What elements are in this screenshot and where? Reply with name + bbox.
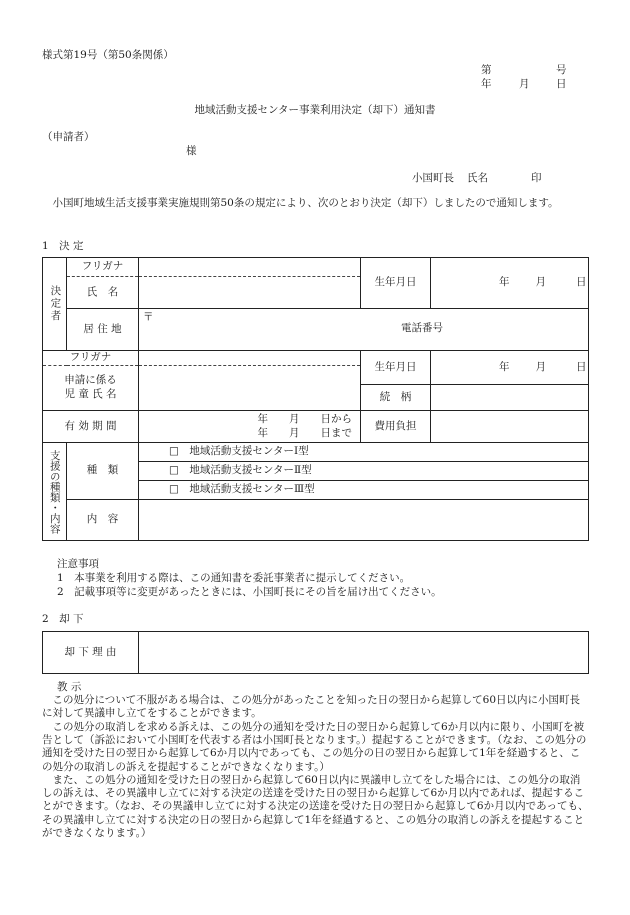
furigana-label: フリガナ: [67, 258, 139, 277]
child-name-label: [43, 366, 139, 411]
kind-option-1[interactable]: □ 地域活動支援センターⅠ型: [139, 443, 589, 462]
notes-heading: 注意事項: [57, 558, 99, 570]
birth-value[interactable]: [431, 258, 589, 309]
child-furigana-value[interactable]: [139, 351, 361, 366]
doc-date-day: 日: [556, 78, 567, 90]
issuer-seal: 印: [531, 172, 542, 184]
kyouji-paragraph-1: この処分について不服がある場合は、この処分があったことを知った日の翌日から起算して60日以内に小国町長に対して異議申し立てをすることができます。: [42, 694, 581, 720]
kyouji-paragraph-2: この処分の取消しを求める訴えは、この処分の通知を受けた日の翌日から起算して6か月以内に限り、小国町を被告として（訴訟において小国町を代表する者は小国町長となります。）提起することができます。（なお、この処分の通知を受けた日の翌日から起算して6か月以内であっても、この処分の日の翌日から起算して1年を経過すると、この処分の取消しの訴えを提起することができなくなります。）: [42, 721, 587, 773]
kyouji-heading: 教 示: [57, 681, 82, 693]
child-name-line1: 申請に係る: [64, 374, 117, 387]
child-name-value[interactable]: [139, 366, 361, 411]
cost-value[interactable]: [431, 411, 589, 443]
kind-option-3[interactable]: □ 地域活動支援センターⅢ型: [139, 481, 589, 500]
birth-year: 年: [499, 276, 510, 289]
birth-label: 生年月日: [361, 258, 431, 309]
issuer-title: 小国町長: [412, 172, 454, 184]
applicant-sama: 様: [186, 145, 197, 157]
kettei-cell: [43, 258, 67, 351]
relation-value[interactable]: [431, 385, 589, 411]
doc-number-go: 号: [556, 64, 567, 76]
phone-label: 電話番号: [401, 322, 443, 334]
period-value[interactable]: [139, 411, 361, 443]
support-label: 支援の種類・内容: [48, 449, 61, 534]
period-label: 有 効 期 間: [43, 411, 139, 443]
rejection-label: 却 下 理 由: [43, 632, 139, 674]
notes-item-1: 1 本事業を利用する際は、この通知書を委託事業者に提示してください。: [57, 572, 411, 584]
decision-table: [42, 257, 589, 541]
issuer-name-label: 氏名: [467, 172, 488, 184]
postal-mark: 〒: [143, 311, 154, 323]
kind-option-2[interactable]: □ 地域活動支援センターⅡ型: [139, 462, 589, 481]
section2-heading: 2 却 下: [42, 613, 84, 625]
content-label: 内 容: [67, 500, 139, 541]
child-birth-label: 生年月日: [361, 351, 431, 385]
kettei-label: 決定者: [49, 285, 62, 323]
page-title: 地域活動支援センター事業利用決定（却下）通知書: [194, 104, 436, 116]
address-value[interactable]: [139, 309, 589, 351]
doc-date-month: 月: [519, 78, 530, 90]
kind-label: 種 類: [67, 443, 139, 500]
period-from: 年 月 日から: [257, 412, 352, 425]
name-label: 氏 名: [67, 277, 139, 309]
support-cell: [43, 443, 67, 541]
child-birth-year: 年: [499, 360, 510, 373]
kyouji-paragraph-3: また、この処分の通知を受けた日の翌日から起算して60日以内に異議申し立てをした場合には、この処分の取消しの訴えは、その異議申し立てに対する決定の送達を受けた日の翌日から起算して6か月以内であれば、提起することができます。（なお、その異議申し立てに対する決定の送達を受けた日の翌日から起算して6か月以内であっても、その異議申し立てに対する決定の日の翌日から起算して1年を経過すると、この処分の取消しの訴えを提起することができなくなります。）: [42, 774, 589, 839]
content-value[interactable]: [139, 500, 589, 541]
birth-day: 日: [576, 276, 587, 289]
doc-date-year: 年: [481, 78, 492, 90]
intro-text: 小国町地域生活支援事業実施規則第50条の規定により、次のとおり決定（却下）しましたので通知します。: [52, 197, 559, 209]
cost-label: 費用負担: [361, 411, 431, 443]
child-name-line2: 児 童 氏 名: [64, 388, 117, 400]
doc-number-dai: 第: [481, 64, 492, 76]
period-to: 年 月 日まで: [257, 426, 352, 439]
section1-heading: 1 決 定: [42, 240, 84, 252]
applicant-label: （申請者）: [42, 131, 95, 143]
notes-item-2: 2 記載事項等に変更があったときには、小国町長にその旨を届け出てください。: [57, 586, 442, 598]
address-label: 居 住 地: [67, 309, 139, 351]
relation-label: 続 柄: [361, 385, 431, 411]
rejection-table: [42, 631, 589, 674]
child-birth-day: 日: [576, 360, 587, 373]
birth-month: 月: [535, 276, 546, 289]
child-birth-value[interactable]: [431, 351, 589, 385]
child-furigana-label: フリガナ: [43, 351, 139, 366]
name-value[interactable]: [139, 277, 361, 309]
child-birth-month: 月: [535, 360, 546, 373]
rejection-value[interactable]: [139, 632, 589, 674]
form-number: 様式第19号（第50条関係）: [42, 49, 174, 61]
furigana-value[interactable]: [139, 258, 361, 277]
